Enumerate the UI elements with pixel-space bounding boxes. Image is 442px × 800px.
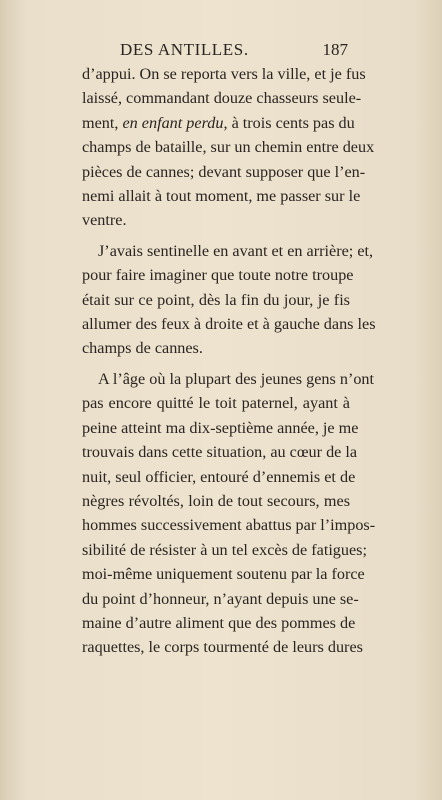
text-line: sibilité de résister à un tel excès de fatigues; [82,540,367,559]
text-run: ment, [82,113,123,132]
text-line: pour faire imaginer que toute notre troupe [82,266,354,285]
text-line: pièces de cannes; devant supposer que l’en- [82,162,366,181]
text-line: champs de cannes. [82,339,203,358]
text-line [82,111,355,135]
running-head: DES ANTILLES. [120,40,249,59]
text-line: maine d’autre aliment que des pommes de [82,613,356,632]
text-line: allumer des feux à droite et à gauche dans les [82,315,376,334]
text-line: J’avais sentinelle en avant et en arrière; et, [98,241,374,260]
text-line: du point d’honneur, n’ayant depuis une se- [82,589,359,608]
body-text [82,62,376,660]
text-line: champs de bataille, sur un chemin entre deux [82,138,375,157]
text-line: laissé, commandant douze chasseurs seule- [82,89,362,108]
text-line: nègres révoltés, loin de tout secours, mes [82,491,350,510]
text-line: nemi allait à tout moment, me passer sur le [82,187,361,206]
page-number: 187 [322,40,348,59]
page-header [82,40,348,62]
text-line: pas encore quitté le toit paternel, ayant à [82,394,350,413]
text-line: moi-même uniquement soutenu par la force [82,565,365,584]
text-line: A l’âge où la plupart des jeunes gens n’ont [98,369,375,388]
text-run: , à trois cents pas du [223,113,355,132]
text-line: hommes successivement abattus par l’impos- [82,516,376,535]
text-line: trouvais dans cette situation, au cœur de la [82,443,358,462]
text-line: peine atteint ma dix-septième année, je me [82,418,359,437]
text-line: d’appui. On se reporta vers la ville, et je fus [82,65,366,83]
text-line: nuit, seul officier, entouré d’ennemis et de [82,467,356,486]
text-line: était sur ce point, dès la fin du jour, je fis [82,290,350,309]
text-line: ventre. [82,211,127,230]
italic-phrase: en enfant perdu [122,113,224,132]
text-line: raquettes, le corps tourmenté de leurs dures [82,638,363,657]
